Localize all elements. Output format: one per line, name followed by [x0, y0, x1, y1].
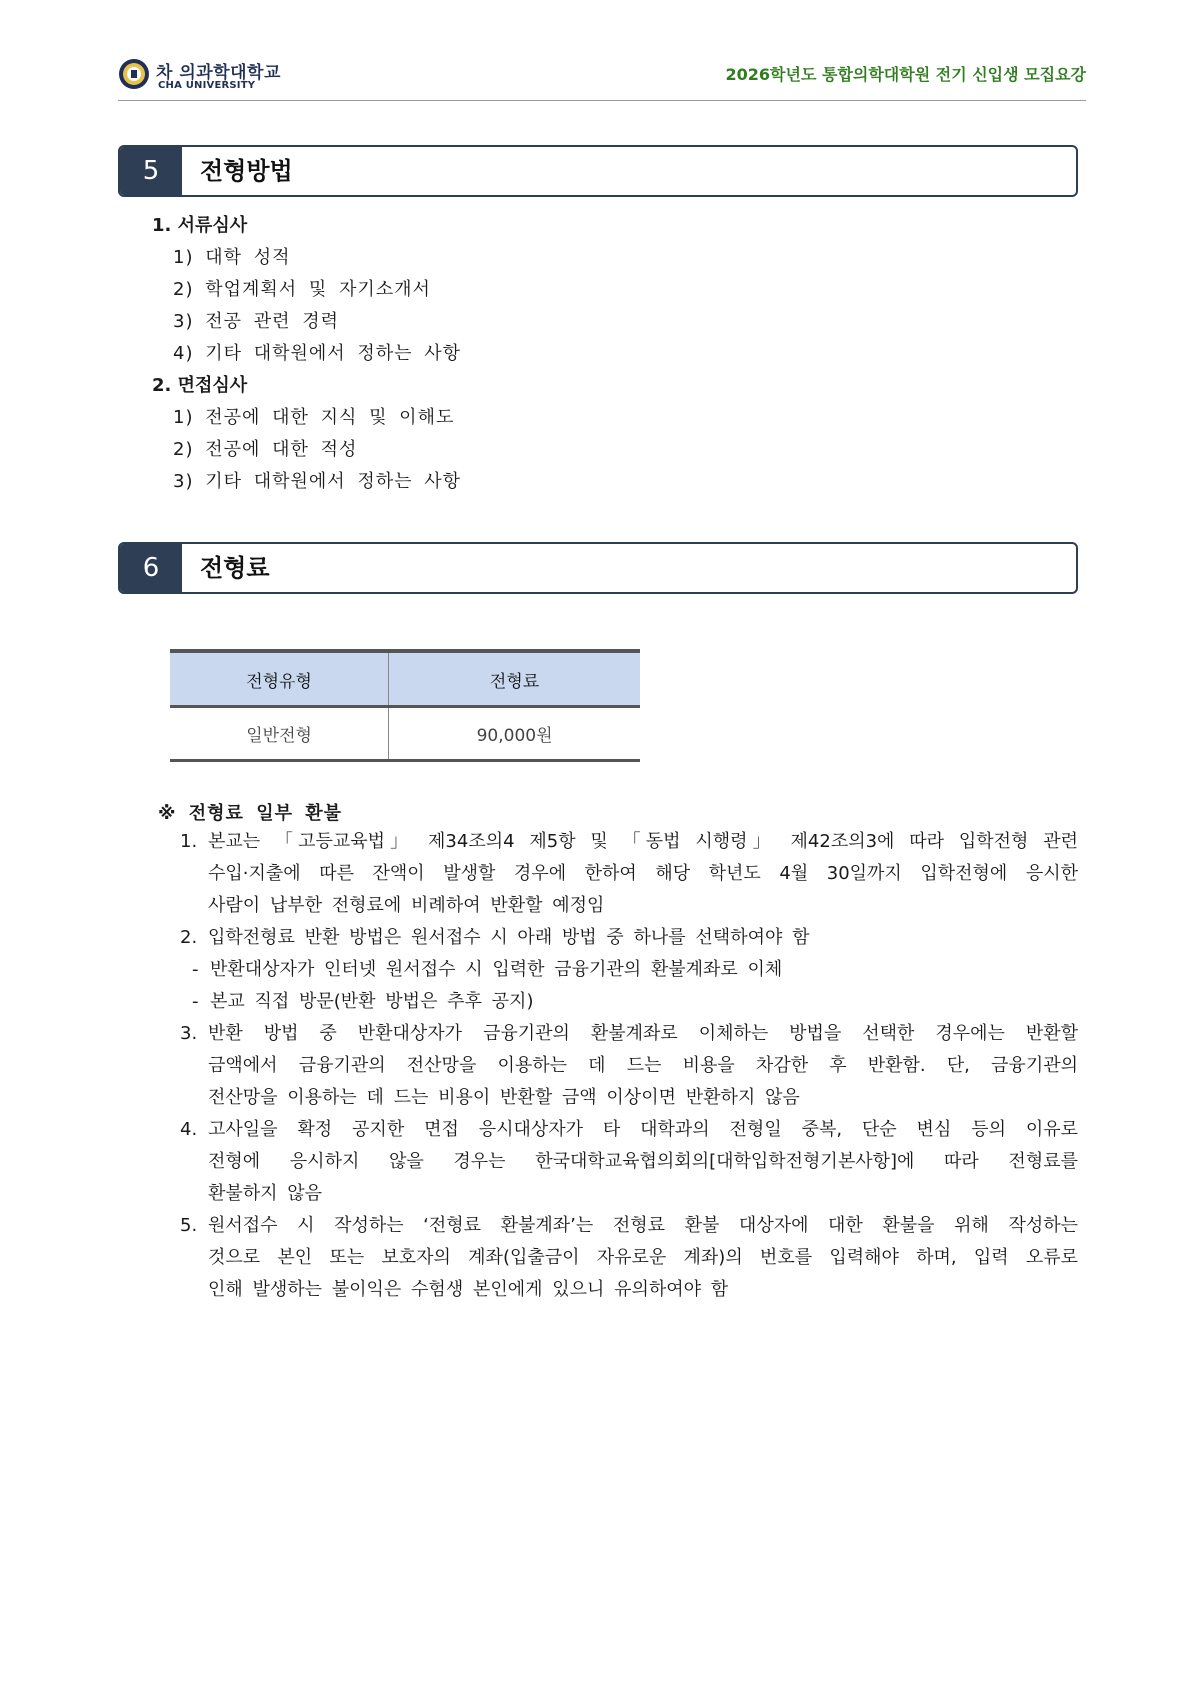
table-row — [170, 707, 640, 761]
university-seal-logo — [118, 58, 150, 90]
refund-line: 반환대상자가 인터넷 원서접수 시 입력한 금융기관의 환불계좌로 이체 — [210, 959, 783, 980]
university-name-en: CHA UNIVERSITY — [158, 80, 256, 91]
refund-line: 수입·지출에 따른 잔액이 발생할 경우에 한하여 해당 학년도 4월 30일까지 입학전형에 응시한 — [208, 863, 1078, 884]
section-title: 전형방법 — [200, 157, 293, 185]
list-item: 1) 전공에 대한 지식 및 이해도 — [173, 407, 455, 428]
item-number: 5. — [180, 1215, 198, 1236]
fee-table — [170, 649, 640, 762]
section-5-heading — [118, 145, 1078, 197]
item-number: - — [192, 991, 199, 1012]
list-item-heading: 1. 서류심사 — [152, 215, 248, 236]
refund-line: 본교는 「고등교육법」 제34조의4 제5항 및 「동법 시행령」 제42조의3에 따라 입학전형 관련 — [208, 831, 1078, 852]
refund-line: 본교 직접 방문(반환 방법은 추후 공지) — [210, 991, 534, 1012]
list-item: 3) 기타 대학원에서 정하는 사항 — [173, 471, 462, 492]
refund-line: 전형에 응시하지 않을 경우는 한국대학교육협의회의[대학입학전형기본사항]에 따라 전형료를 — [208, 1151, 1078, 1172]
page-header — [118, 56, 1086, 101]
table-cell: 일반전형 — [170, 707, 389, 761]
list-item: 3) 전공 관련 경력 — [173, 311, 339, 332]
item-number: 3. — [180, 1023, 198, 1044]
column-header: 전형유형 — [170, 651, 389, 707]
refund-line: 입학전형료 반환 방법은 원서접수 시 아래 방법 중 하나를 선택하여야 함 — [208, 927, 810, 948]
list-item: 2) 전공에 대한 적성 — [173, 439, 358, 460]
item-number: 2. — [180, 927, 198, 948]
table-cell: 90,000원 — [389, 707, 640, 761]
list-item: 1) 대학 성적 — [173, 247, 291, 268]
refund-line: 원서접수 시 작성하는 ‘전형료 환불계좌’는 전형료 환불 대상자에 대한 환불을 위해 작성하는 — [208, 1215, 1078, 1236]
refund-line: 고사일을 확정 공지한 면접 응시대상자가 타 대학과의 전형일 중복, 단순 변심 등의 이유로 — [208, 1119, 1078, 1140]
section-number: 6 — [120, 544, 182, 592]
item-number: 1. — [180, 831, 198, 852]
section-6-heading — [118, 542, 1078, 594]
list-item: 4) 기타 대학원에서 정하는 사항 — [173, 343, 462, 364]
table-header-row — [170, 651, 640, 707]
refund-line: 환불하지 않음 — [208, 1183, 323, 1204]
item-number: - — [192, 959, 199, 980]
section-title: 전형료 — [200, 554, 270, 582]
refund-line: 것으로 본인 또는 보호자의 계좌(입출금이 자유로운 계좌)의 번호를 입력해야 하며, 입력 오류로 — [208, 1247, 1078, 1268]
list-item: 2) 학업계획서 및 자기소개서 — [173, 279, 431, 300]
item-number: 4. — [180, 1119, 198, 1140]
refund-line: 사람이 납부한 전형료에 비례하여 반환할 예정임 — [208, 895, 605, 916]
refund-line: 금액에서 금융기관의 전산망을 이용하는 데 드는 비용을 차감한 후 반환함. 단, 금융기관의 — [208, 1055, 1078, 1076]
section-number: 5 — [120, 147, 182, 195]
refund-line: 인해 발생하는 불이익은 수험생 본인에게 있으니 유의하여야 함 — [208, 1279, 729, 1300]
university-name-ko: 차 의과학대학교 — [156, 63, 281, 83]
column-header: 전형료 — [389, 651, 640, 707]
refund-title: ※ 전형료 일부 환불 — [158, 803, 343, 824]
document-title: 2026학년도 통합의학대학원 전기 신입생 모집요강 — [725, 65, 1086, 84]
list-item-heading: 2. 면접심사 — [152, 375, 248, 396]
refund-line: 전산망을 이용하는 데 드는 비용이 반환할 금액 이상이면 반환하지 않음 — [208, 1087, 800, 1108]
refund-line: 반환 방법 중 반환대상자가 금융기관의 환불계좌로 이체하는 방법을 선택한 경우에는 반환할 — [208, 1023, 1078, 1044]
